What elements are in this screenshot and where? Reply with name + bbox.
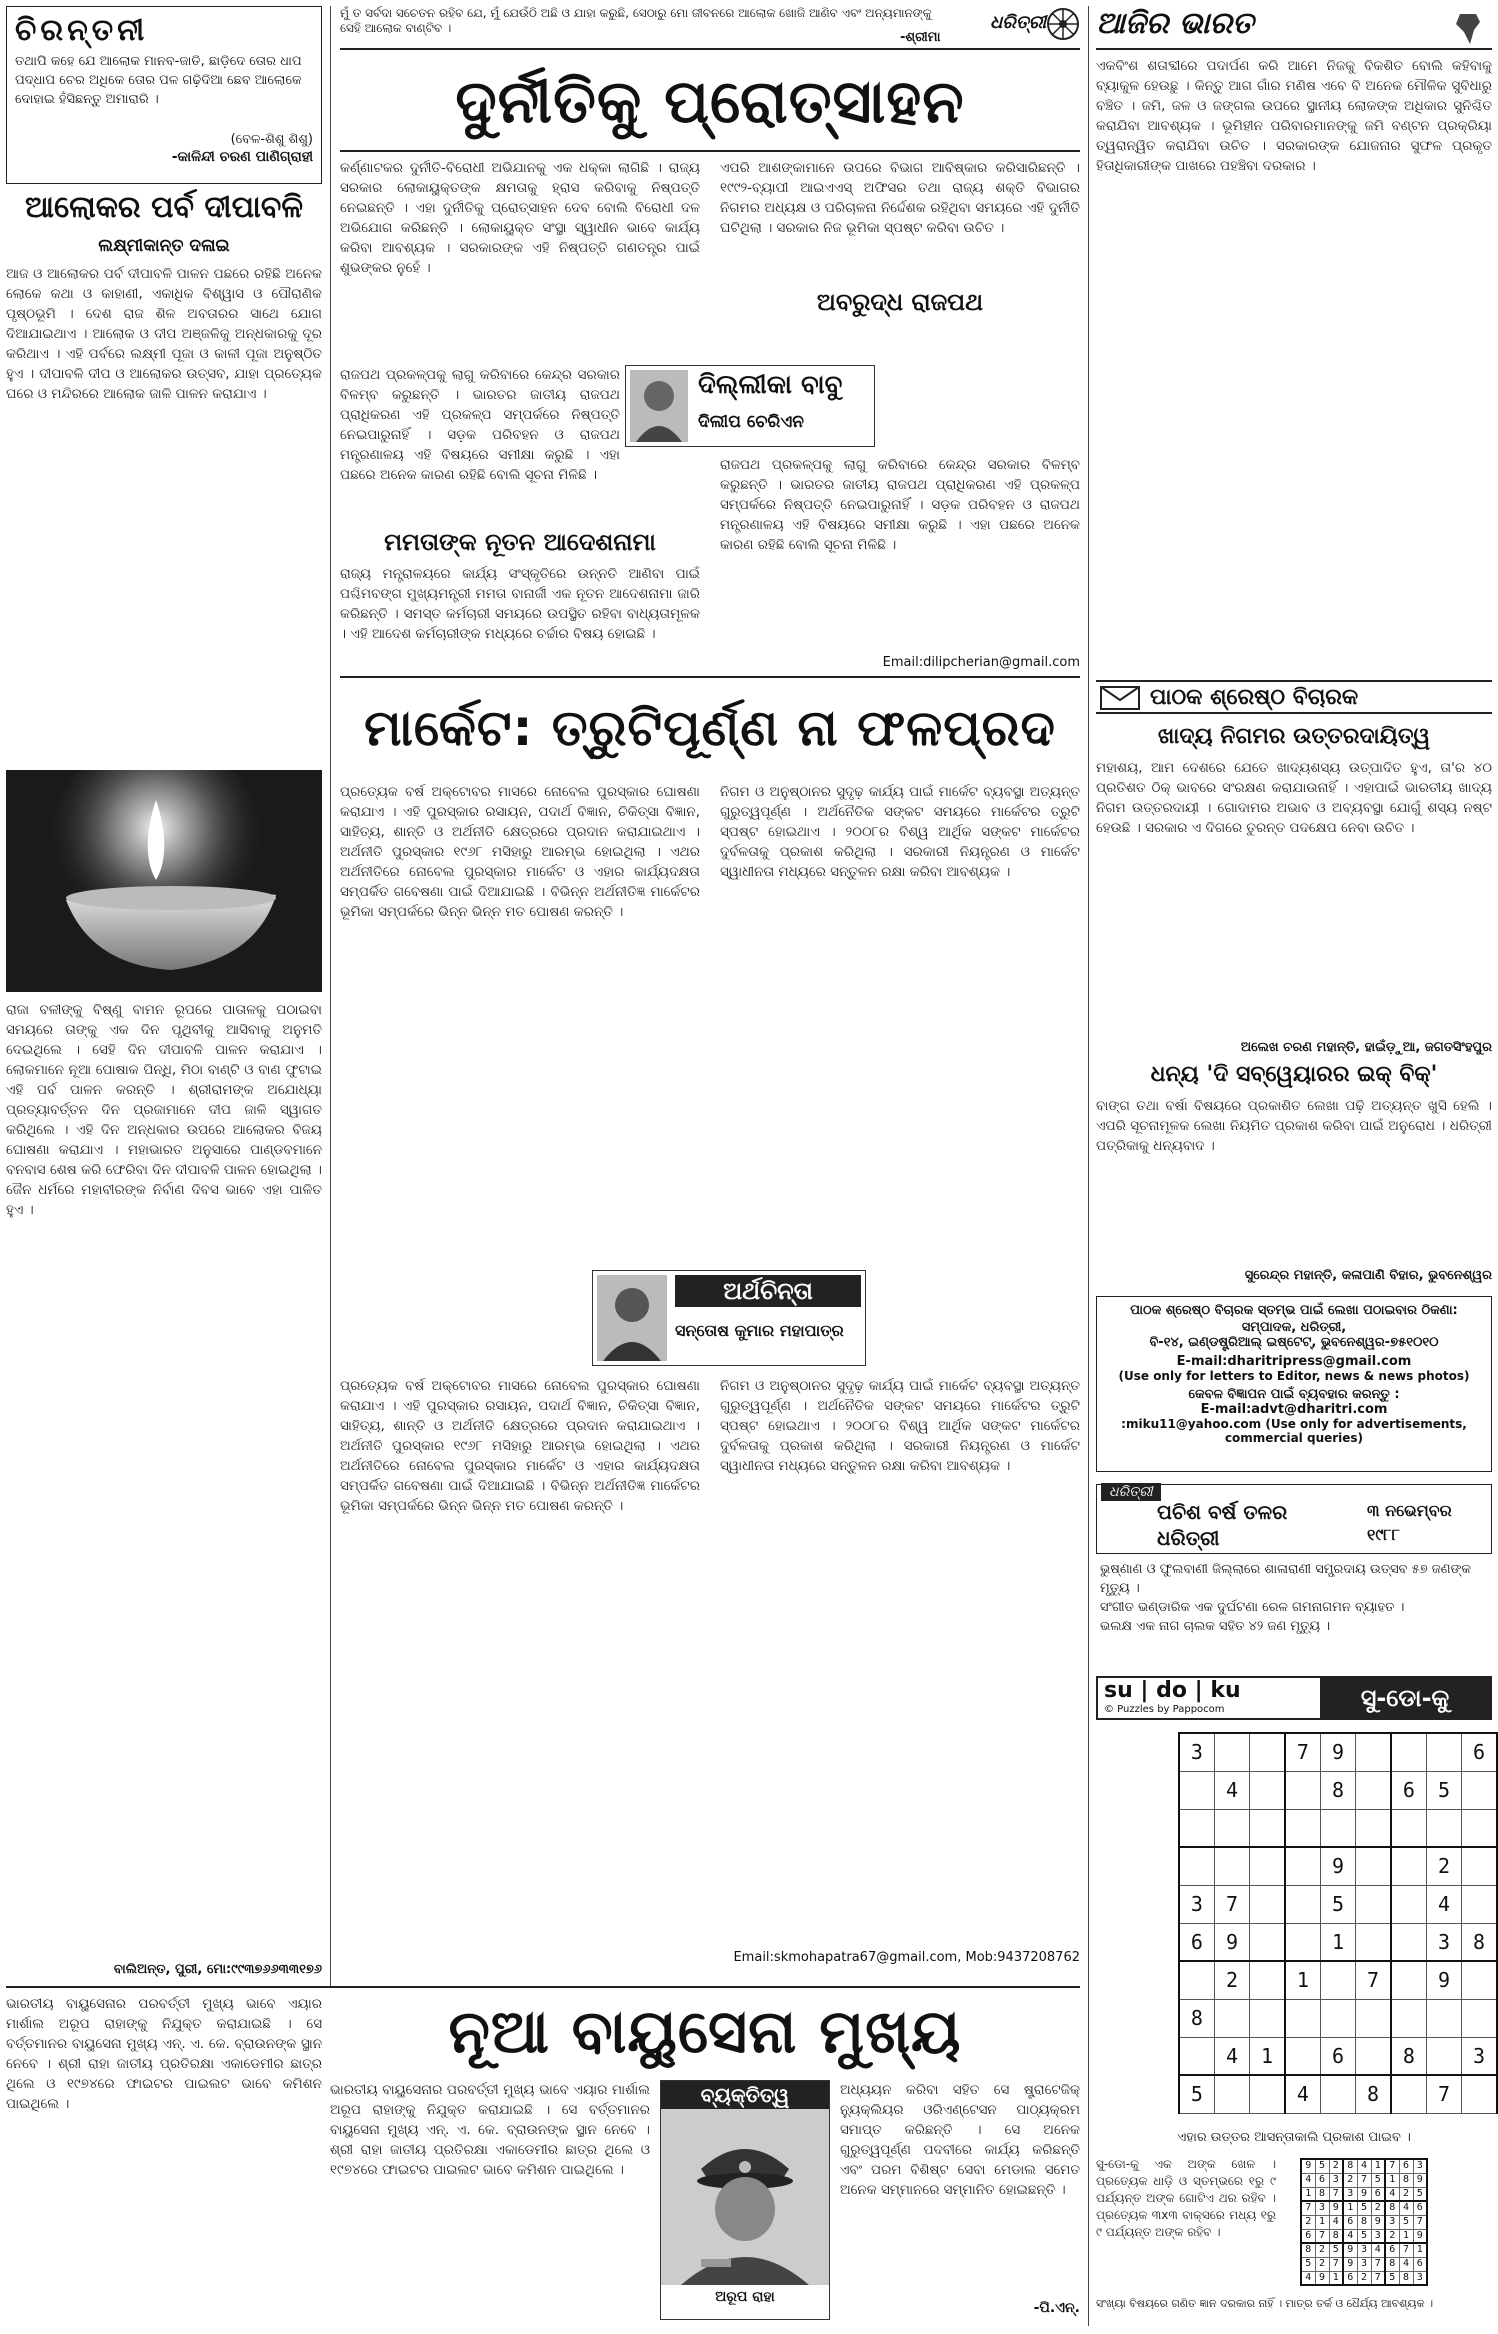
sudoku-cell[interactable]: 6 (1462, 1733, 1497, 1771)
dilli-author: ଦିଲୀପ ଚେରିଏନ (698, 412, 804, 432)
solution-cell: 6 (1315, 2173, 1329, 2187)
sudoku-cell[interactable]: 9 (1214, 1923, 1249, 1961)
dilli-text-3: ରାଜପଥ ପ୍ରକଳ୍ପକୁ ଲାଗୁ କରିବାରେ କେନ୍ଦ୍ର ସରକାର ବିଳମ୍ବ କରୁଛନ୍ତି । ଭାରତର ଜାତୀୟ ରାଜପଥ ପ୍ରାଧିକରଣ ଏହି ପ୍ରକଳ୍ପ ସମ୍ପର୍କରେ ନିଷ୍ପତ୍ତି ନେଇପାରୁନାହିଁ । ସଡ଼କ ପରିବହନ ଓ ରାଜପଥ ମନ୍ତ୍ରଣାଳୟ ଏହି ବିଷୟରେ ସମୀକ୍ଷା କରୁଛି । ଏହା ପଛରେ ଅନେକ କାରଣ ରହିଛି ବୋଲି ସୂଚନା ମିଳିଛି । (720, 457, 1080, 553)
letter2-sign: ସୁରେନ୍ଦ୍ର ମହାନ୍ତି, କଳାପାଣି ବିହାର, ଭୁବନେଶ୍ୱର (1244, 1268, 1492, 1283)
sudoku-cell[interactable] (1462, 1999, 1497, 2037)
grid-row (1301, 2201, 1427, 2215)
past-item: ସଂଗୀତ ଭଣ୍ଡାରିକ ଏକ ଦୁର୍ଘଟଣା ରେଳ ଗମନାଗମନ ବ୍ୟାହତ । (1100, 1600, 1405, 1615)
sudoku-cell[interactable] (1462, 1809, 1497, 1847)
sudoku-cell[interactable] (1179, 1961, 1214, 1999)
sudoku-cell[interactable]: 3 (1179, 1733, 1214, 1771)
officer-photo (661, 2109, 829, 2285)
solution-cell: 5 (1413, 2187, 1427, 2201)
solution-cell: 7 (1413, 2215, 1427, 2229)
dilli-column-title: ଦିଲ୍ଲୀକା ବାବୁ (698, 370, 843, 400)
sudoku-sub: © Puzzles by Pappocom (1104, 1704, 1225, 1715)
solution-cell: 3 (1357, 2257, 1371, 2271)
sudoku-cell[interactable] (1356, 1809, 1391, 1847)
airforce-text-mid: ଭାରତୀୟ ବାୟୁସେନାର ପରବର୍ତ୍ତୀ ମୁଖ୍ୟ ଭାବେ ଏୟାର ମାର୍ଶାଲ ଅରୂପ ରାହାଙ୍କୁ ନିଯୁକ୍ତ କରାଯାଇଛି । ସେ ବର୍ତ୍ତମାନର ବାୟୁସେନା ମୁଖ୍ୟ ଏନ୍. ଏ. କେ. ବ୍ରାଉନଙ୍କ ସ୍ଥାନ ନେବେ । ଶ୍ରୀ ରାହା ଜାତୀୟ ପ୍ରତିରକ୍ଷା ଏକାଡେମୀର ଛାତ୍ର ଥିଲେ ଓ ୧୯୭୪ରେ ଫାଇଟର ପାଇଲଟ ଭାବେ କମିଶନ ପାଇଥିଲେ । (330, 2082, 650, 2178)
festival-text-2: ରାଜା ବଳୀଙ୍କୁ ବିଷ୍ଣୁ ବାମନ ରୂପରେ ପାତାଳକୁ ପଠାଇବା ସମୟରେ ତାଙ୍କୁ ଏକ ଦିନ ପୃଥିବୀକୁ ଆସିବାକୁ ଅନୁମତି ଦେଇଥିଲେ । ସେହି ଦିନ ଦୀପାବଳି ପାଳନ କରାଯାଏ । ଲୋକମାନେ ନୂଆ ପୋଷାକ ପିନ୍ଧି, ମିଠା ବାଣ୍ଟି ଓ ବାଣ ଫୁଟାଇ ଏହି ପର୍ବ ପାଳନ କରନ୍ତି । ଶ୍ରୀରାମଙ୍କ ଅଯୋଧ୍ୟା ପ୍ରତ୍ୟାବର୍ତ୍ତନ ଦିନ ପ୍ରଜାମାନେ ଦୀପ ଜାଳି ସ୍ୱାଗତ କରିଥିଲେ । ଏହି ଦିନ ଅନ୍ଧକାର ଉପରେ ଆଲୋକର ବିଜୟ ଘୋଷଣା କରାଯାଏ । ମହାଭାରତ ଅନୁସାରେ ପାଣ୍ଡବମାନେ ବନବାସ ଶେଷ କରି ଫେରିବା ଦିନ ଦୀପାବଳି ପାଳନ ହୋଇଥିଲା । ଜୈନ ଧର୍ମରେ ମହାବୀରଙ୍କ ନିର୍ବାଣ ଦିବସ ଭାବେ ଏହା ପାଳିତ ହୁଏ । (6, 1002, 322, 1218)
dilli-column-box (625, 365, 875, 447)
festival-title: ଆଲୋକର ପର୍ବ ଦୀପାବଳି (25, 190, 303, 225)
grid-row (1179, 1771, 1497, 1809)
solution-cell: 6 (1301, 2229, 1315, 2243)
sudoku-cell[interactable] (1356, 1885, 1391, 1923)
sudoku-cell[interactable] (1250, 1771, 1285, 1809)
sudoku-cell[interactable] (1285, 1885, 1320, 1923)
solution-cell: 7 (1329, 2187, 1343, 2201)
contact-adv: କେବଳ ବିଜ୍ଞାପନ ପାଇଁ ବ୍ୟବହାର କରନ୍ତୁ : (1188, 1387, 1400, 1402)
market-email: Email:skmohapatra67@gmail.com, Mob:9437208762 (733, 1950, 1080, 1965)
sudoku-cell[interactable] (1391, 2075, 1426, 2113)
sudoku-cell[interactable] (1391, 1733, 1426, 1771)
sudoku-cell[interactable] (1285, 2037, 1320, 2075)
sudoku-cell[interactable] (1462, 1771, 1497, 1809)
sudoku-cell[interactable]: 2 (1214, 1961, 1249, 1999)
chirantani-source: (ବେଳ-ଶିଶୁ ଶିଶୁ) (230, 132, 313, 147)
india-map-icon (1450, 10, 1486, 46)
grid-row (1301, 2215, 1427, 2229)
grid-row (1179, 1923, 1497, 1961)
sudoku-cell[interactable]: 4 (1426, 1885, 1461, 1923)
editorial-text: କର୍ଣ୍ଣାଟକର ଦୁର୍ନୀତି-ବିରୋଧୀ ଅଭିଯାନକୁ ଏକ ଧକ୍କା ଲାଗିଛି । ରାଜ୍ୟ ସରକାର ଲୋକାୟୁକ୍ତଙ୍କ କ୍ଷମତାକୁ ହ୍ରାସ କରିବାକୁ ନିଷ୍ପତ୍ତି ନେଇଛନ୍ତି । ଏହା ଦୁର୍ନୀତିକୁ ପ୍ରୋତ୍ସାହନ ଦେବ ବୋଲି ବିରୋଧୀ ଦଳ ଅଭିଯୋଗ କରିଛନ୍ତି । ଲୋକାୟୁକ୍ତ ସଂସ୍ଥା ସ୍ୱାଧୀନ ଭାବେ କାର୍ଯ୍ୟ କରିବା ଆବଶ୍ୟକ । ସରକାରଙ୍କ ଏହି ନିଷ୍ପତ୍ତି ଗଣତନ୍ତ୍ର ପାଇଁ ଶୁଭଙ୍କର ନୁହେଁ । (340, 160, 700, 276)
ajira-text: ଏକବିଂଶ ଶତାବ୍ଦୀରେ ପଦାର୍ପଣ କରି ଆମେ ନିଜକୁ ବିକଶିତ ବୋଲି କହିବାକୁ ବ୍ୟାକୁଳ ହେଉଛୁ । କିନ୍ତୁ ଆଗ ଗାଁର ମଣିଷ ଏବେ ବି ଅନେକ ମୌଳିକ ସୁବିଧାରୁ ବଞ୍ଚିତ । ଜମି, ଜଳ ଓ ଜଙ୍ଗଲ ଉପରେ ସ୍ଥାନୀୟ ଲୋକଙ୍କ ଅଧିକାର ସୁନିଶ୍ଚିତ କରାଯିବା ଆବଶ୍ୟକ । ଭୂମିହୀନ ପରିବାରମାନଙ୍କୁ ଜମି ବଣ୍ଟନ ପ୍ରକ୍ରିୟା ତ୍ୱରାନ୍ୱିତ କରାଯିବା ଉଚିତ । ସରକାରଙ୍କ ଯୋଜନାର ସୁଫଳ ପ୍ରକୃତ ହିତାଧିକାରୀଙ୍କ ପାଖରେ ପହଞ୍ଚିବା ଦରକାର । (1096, 58, 1492, 174)
festival-author: ଲକ୍ଷ୍ମୀକାନ୍ତ ଦଳାଇ (98, 236, 230, 256)
solution-cell: 4 (1399, 2257, 1413, 2271)
solution-cell: 5 (1357, 2229, 1371, 2243)
past-item: ଭଲକ୍ଷ ଏକ ନାଗ ଚାଲକ ସହିତ ୪୨ ଜଣ ମୃତ୍ୟୁ । (1100, 1619, 1331, 1634)
past-box (1096, 1484, 1492, 1554)
contact-email2: E-mail:advt@dharitri.com (1200, 1402, 1388, 1417)
grid-row (1301, 2159, 1427, 2173)
solution-cell: 7 (1371, 2257, 1385, 2271)
market-rule-top (340, 676, 1080, 678)
sudoku-cell[interactable] (1214, 1809, 1249, 1847)
sudoku-cell[interactable]: 3 (1462, 2037, 1497, 2075)
sudoku-cell[interactable]: 6 (1391, 1771, 1426, 1809)
sudoku-cell[interactable] (1320, 1809, 1355, 1847)
solution-cell: 8 (1301, 2243, 1315, 2257)
editorial-title: ଦୁର୍ନୀତିକୁ ପ୍ରୋତ୍ସାହନ (455, 67, 965, 137)
sudoku-header (1096, 1676, 1492, 1720)
sudoku-cell[interactable] (1356, 1999, 1391, 2037)
airforce-sign: -ପି.ଏନ୍. (1033, 2300, 1080, 2316)
solution-cell: 1 (1329, 2271, 1343, 2285)
sudoku-cell[interactable]: 7 (1214, 1885, 1249, 1923)
solution-cell: 1 (1385, 2173, 1399, 2187)
sudoku-cell[interactable]: 5 (1179, 2075, 1214, 2113)
solution-cell: 9 (1315, 2271, 1329, 2285)
sudoku-cell[interactable]: 6 (1320, 2037, 1355, 2075)
solution-cell: 2 (1357, 2271, 1371, 2285)
solution-cell: 9 (1343, 2257, 1357, 2271)
sudoku-cell[interactable] (1320, 1961, 1355, 1999)
sudoku-cell[interactable] (1250, 1961, 1285, 1999)
sudoku-cell[interactable] (1356, 1771, 1391, 1809)
sudoku-cell[interactable] (1391, 1999, 1426, 2037)
past-title: ପଚିଶ ବର୍ଷ ତଳର ଧରିତ୍ରୀ (1157, 1500, 1288, 1550)
past-item: ଭୁଷ୍ଣାଣ ଓ ଫୁଲବାଣୀ ଜିଲ୍ଲାରେ ଶାଳାରାଣୀ ସମ୍ପ୍ରଦାୟ ଉତ୍ସବ ୫୭ ଜଣଙ୍କ ମୃତ୍ୟୁ । (1100, 1562, 1471, 1596)
market-text-4: ନିଗମ ଓ ଅନୁଷ୍ଠାନର ସୁଦୃଢ଼ କାର୍ଯ୍ୟ ପାଇଁ ମାର୍କେଟ ବ୍ୟବସ୍ଥା ଅତ୍ୟନ୍ତ ଗୁରୁତ୍ୱପୂର୍ଣ୍ଣ । ଅର୍ଥନୈତିକ ସଙ୍କଟ ସମୟରେ ମାର୍କେଟର ତ୍ରୁଟି ସ୍ପଷ୍ଟ ହୋଇଥାଏ । ୨୦୦୮ର ବିଶ୍ୱ ଆର୍ଥିକ ସଙ୍କଟ ମାର୍କେଟର ଦୁର୍ବଳତାକୁ ପ୍ରକାଶ କରିଥିଲା । ସରକାରୀ ନିୟନ୍ତ୍ରଣ ଓ ମାର୍କେଟ ସ୍ୱାଧୀନତା ମଧ୍ୟରେ ସନ୍ତୁଳନ ରକ୍ଷା କରିବା ଆବଶ୍ୟକ । (720, 1378, 1080, 1474)
ajira-title: ଆଜିର ଭାରତ (1096, 6, 1254, 41)
sudoku-cell[interactable] (1285, 1809, 1320, 1847)
sudoku-cell[interactable] (1320, 2075, 1355, 2113)
sudoku-cell[interactable] (1462, 1961, 1497, 1999)
dilli-text: ରାଜପଥ ପ୍ରକଳ୍ପକୁ ଲାଗୁ କରିବାରେ କେନ୍ଦ୍ର ସରକାର ବିଳମ୍ବ କରୁଛନ୍ତି । ଭାରତର ଜାତୀୟ ରାଜପଥ ପ୍ରାଧିକରଣ ଏହି ପ୍ରକଳ୍ପ ସମ୍ପର୍କରେ ନିଷ୍ପତ୍ତି ନେଇପାରୁନାହିଁ । ସଡ଼କ ପରିବହନ ଓ ରାଜପଥ ମନ୍ତ୍ରଣାଳୟ ଏହି ବିଷୟରେ ସମୀକ୍ଷା କରୁଛି । ଏହା ପଛରେ ଅନେକ କାରଣ ରହିଛି ବୋଲି ସୂଚନା ମିଳିଛି । (340, 367, 620, 483)
chirantani-box (6, 6, 322, 184)
airforce-text: ଭାରତୀୟ ବାୟୁସେନାର ପରବର୍ତ୍ତୀ ମୁଖ୍ୟ ଭାବେ ଏୟାର ମାର୍ଶାଲ ଅରୂପ ରାହାଙ୍କୁ ନିଯୁକ୍ତ କରାଯାଇଛି । ସେ ବର୍ତ୍ତମାନର ବାୟୁସେନା ମୁଖ୍ୟ ଏନ୍. ଏ. କେ. ବ୍ରାଉନଙ୍କ ସ୍ଥାନ ନେବେ । ଶ୍ରୀ ରାହା ଜାତୀୟ ପ୍ରତିରକ୍ଷା ଏକାଡେମୀର ଛାତ୍ର ଥିଲେ ଓ ୧୯୭୪ରେ ଫାଇଟର ପାଇଲଟ ଭାବେ କମିଶନ ପାଇଥିଲେ । (6, 1996, 322, 2112)
solution-cell: 4 (1385, 2187, 1399, 2201)
sudoku-cell[interactable] (1356, 1923, 1391, 1961)
sudoku-cell[interactable] (1285, 1771, 1320, 1809)
dilli-email: Email:dilipcherian@gmail.com (882, 655, 1080, 670)
sudoku-cell[interactable]: 8 (1179, 1999, 1214, 2037)
grid-row (1301, 2229, 1427, 2243)
solution-cell: 3 (1357, 2243, 1371, 2257)
sudoku-cell[interactable] (1179, 1847, 1214, 1885)
solution-cell: 7 (1371, 2271, 1385, 2285)
sudoku-cell[interactable] (1391, 1885, 1426, 1923)
sudoku-cell[interactable] (1250, 1999, 1285, 2037)
brand-logo: ଧରିତ୍ରୀ (990, 12, 1047, 33)
sudoku-cell[interactable]: 9 (1426, 1961, 1461, 1999)
sudoku-cell[interactable]: 1 (1320, 1923, 1355, 1961)
market-author: ସନ୍ତୋଷ କୁମାର ମହାପାତ୍ର (675, 1321, 844, 1340)
editorial-rule (340, 150, 1080, 152)
solution-cell: 6 (1343, 2215, 1357, 2229)
sudoku-cell[interactable] (1250, 1923, 1285, 1961)
sudoku-cell[interactable]: 6 (1179, 1923, 1214, 1961)
market-title: ମାର୍କେଟ: ତ୍ରୁଟିପୂର୍ଣ୍ଣ ନା ଫଳପ୍ରଦ (364, 699, 1056, 757)
sudoku-cell[interactable]: 1 (1250, 2037, 1285, 2075)
sudoku-cell[interactable] (1285, 1923, 1320, 1961)
reader-title: ପାଠକ ଶ୍ରେଷ୍ଠ ବିଚାରକ (1150, 685, 1359, 710)
sudoku-cell[interactable] (1426, 1733, 1461, 1771)
grid-row (1301, 2271, 1427, 2285)
airforce-caption: ଅରୂପ ରାହା (715, 2289, 775, 2305)
sudoku-cell[interactable] (1462, 1885, 1497, 1923)
divider-right (1088, 6, 1089, 2326)
solution-cell: 1 (1343, 2201, 1357, 2215)
solution-cell: 3 (1371, 2229, 1385, 2243)
market-column-title: ଅର୍ଥଚିନ୍ତା (675, 1275, 861, 1307)
dilli-text-2: ରାଜ୍ୟ ମନ୍ତ୍ରାଳୟରେ କାର୍ଯ୍ୟ ସଂସ୍କୃତିରେ ଉନ୍ନତି ଆଣିବା ପାଇଁ ପଶ୍ଚିମବଙ୍ଗ ମୁଖ୍ୟମନ୍ତ୍ରୀ ମମତା ବାନାର୍ଜୀ ଏକ ନୂତନ ଆଦେଶନାମା ଜାରି କରିଛନ୍ତି । ସମସ୍ତ କର୍ମଚାରୀ ସମୟରେ ଉପସ୍ଥିତ ରହିବା ବାଧ୍ୟତାମୂଳକ । ଏହି ଆଦେଶ କର୍ମଚାରୀଙ୍କ ମଧ୍ୟରେ ଚର୍ଚ୍ଚାର ବିଷୟ ହୋଇଛି । (340, 566, 700, 642)
sudoku-cell[interactable] (1426, 2037, 1461, 2075)
solution-cell: 4 (1343, 2229, 1357, 2243)
diya-lamp-image (6, 770, 322, 992)
author-photo-dilip (630, 370, 688, 442)
market-text-2: ନିଗମ ଓ ଅନୁଷ୍ଠାନର ସୁଦୃଢ଼ କାର୍ଯ୍ୟ ପାଇଁ ମାର୍କେଟ ବ୍ୟବସ୍ଥା ଅତ୍ୟନ୍ତ ଗୁରୁତ୍ୱପୂର୍ଣ୍ଣ । ଅର୍ଥନୈତିକ ସଙ୍କଟ ସମୟରେ ମାର୍କେଟର ତ୍ରୁଟି ସ୍ପଷ୍ଟ ହୋଇଥାଏ । ୨୦୦୮ର ବିଶ୍ୱ ଆର୍ଥିକ ସଙ୍କଟ ମାର୍କେଟର ଦୁର୍ବଳତାକୁ ପ୍ରକାଶ କରିଥିଲା । ସରକାରୀ ନିୟନ୍ତ୍ରଣ ଓ ମାର୍କେଟ ସ୍ୱାଧୀନତା ମଧ୍ୟରେ ସନ୍ତୁଳନ ରକ୍ଷା କରିବା ଆବଶ୍ୟକ । (720, 784, 1080, 880)
solution-cell: 8 (1343, 2159, 1357, 2173)
sudoku-solution (1300, 2158, 1428, 2286)
festival-footer: ବାଲିଅନ୍ତ, ପୁରୀ, ମୋ:୯୯୩୭୬୬୩୩୧୭୬ (113, 1962, 322, 1977)
airforce-photo-box (660, 2080, 830, 2320)
solution-cell: 3 (1315, 2201, 1329, 2215)
sudoku-cell[interactable] (1285, 1999, 1320, 2037)
solution-cell: 9 (1301, 2159, 1315, 2173)
solution-cell: 2 (1343, 2173, 1357, 2187)
solution-cell: 7 (1385, 2159, 1399, 2173)
solution-cell: 1 (1301, 2187, 1315, 2201)
sudoku-cell[interactable] (1426, 1809, 1461, 1847)
sudoku-cell[interactable] (1250, 1809, 1285, 1847)
market-text-1: ପ୍ରତ୍ୟେକ ବର୍ଷ ଅକ୍ଟୋବର ମାସରେ ନୋବେଲ ପୁରସ୍କାର ଘୋଷଣା କରାଯାଏ । ଏହି ପୁରସ୍କାର ରସାୟନ, ପଦାର୍ଥ ବିଜ୍ଞାନ, ଚିକିତ୍ସା ବିଜ୍ଞାନ, ସାହିତ୍ୟ, ଶାନ୍ତି ଓ ଅର୍ଥନୀତି କ୍ଷେତ୍ରରେ ପ୍ରଦାନ କରାଯାଇଥାଏ । ଅର୍ଥନୀତି ପୁରସ୍କାର ୧୯୬୮ ମସିହାରୁ ଆରମ୍ଭ ହୋଇଥିଲା । ଏଥର ଅର୍ଥନୀତିରେ ନୋବେଲ ପୁରସ୍କାର ମାର୍କେଟ ଓ ଏହାର କାର୍ଯ୍ୟଦକ୍ଷତା ସମ୍ପର୍କିତ ଗବେଷଣା ପାଇଁ ଦିଆଯାଇଛି । ବିଭିନ୍ନ ଅର୍ଥନୀତିଜ୍ଞ ମାର୍କେଟର ଭୂମିକା ସମ୍ପର୍କରେ ଭିନ୍ନ ଭିନ୍ନ ମତ ପୋଷଣ କରନ୍ତି । (340, 784, 700, 920)
grid-row (1301, 2257, 1427, 2271)
envelope-icon (1100, 686, 1140, 714)
past-logo: ଧରିତ୍ରୀ (1101, 1483, 1161, 1501)
solution-cell: 4 (1371, 2243, 1385, 2257)
solution-cell: 2 (1385, 2229, 1399, 2243)
sudoku-cell[interactable] (1179, 2037, 1214, 2075)
sudoku-cell[interactable] (1320, 1999, 1355, 2037)
chirantani-author: -କାଳିନ୍ଦୀ ଚରଣ ପାଣିଗ୍ରାହୀ (171, 149, 313, 165)
chirantani-title: ଚିରନ୍ତନୀ (15, 13, 149, 48)
sudoku-cell[interactable]: 9 (1320, 1847, 1355, 1885)
solution-cell: 6 (1385, 2243, 1399, 2257)
solution-cell: 1 (1413, 2243, 1427, 2257)
sudoku-cell[interactable] (1250, 1847, 1285, 1885)
solution-cell: 4 (1301, 2173, 1315, 2187)
grid-row (1301, 2187, 1427, 2201)
solution-cell: 5 (1399, 2215, 1413, 2229)
sudoku-cell[interactable]: 4 (1214, 1771, 1249, 1809)
editorial-text-2: ଏପରି ଆଶଙ୍କାମାନେ ଉପରେ ବିଭାଗ ଆବିଷ୍କାର କରିସାରିଛନ୍ତି । ୧୯୯୨-ବ୍ୟାପୀ ଆଇଏଏସ୍ ଅଫିସର ତଥା ରାଜ୍ୟ ଶକ୍ତି ବିଭାଗର ନିଗମର ଅଧ୍ୟକ୍ଷ ଓ ପରିଚାଳନା ନିର୍ଦ୍ଦେଶକ ରହିଥିବା ସମୟରେ ଏହି ଦୁର୍ନୀତି ଘଟିଥିଲା । ସରକାର ନିଜ ଭୂମିକା ସ୍ପଷ୍ଟ କରିବା ଉଚିତ । (720, 160, 1080, 236)
quote-text: ମୁଁ ତ ସର୍ବଦା ସଚେତନ ରହିବ ଯେ, ମୁଁ ଯେଉଁଠି ଅଛି ଓ ଯାହା କରୁଛି, ସେଠାରୁ ମୋ ଜୀବନରେ ଆଲୋକ ଖୋଜି ଆଣିବ ଏବଂ ଅନ୍ୟମାନଙ୍କୁ ସେହି ଆଲୋକ ବାଣ୍ଟିବ । (340, 6, 932, 35)
solution-cell: 9 (1371, 2215, 1385, 2229)
solution-cell: 8 (1315, 2187, 1329, 2201)
grid-row (1301, 2243, 1427, 2257)
solution-cell: 9 (1357, 2187, 1371, 2201)
solution-cell: 4 (1301, 2271, 1315, 2285)
contact-note1: (Use only for letters to Editor, news & news photos) (1118, 1369, 1470, 1383)
market-column-box (592, 1270, 866, 1366)
contact-email1: E-mail:dharitripress@gmail.com (1176, 1354, 1412, 1369)
sudoku-cell[interactable]: 5 (1320, 1885, 1355, 1923)
solution-cell: 7 (1315, 2229, 1329, 2243)
sudoku-cell[interactable]: 1 (1285, 1961, 1320, 1999)
solution-cell: 8 (1357, 2215, 1371, 2229)
solution-cell: 6 (1343, 2271, 1357, 2285)
sudoku-cell[interactable] (1179, 1771, 1214, 1809)
solution-cell: 5 (1385, 2271, 1399, 2285)
solution-cell: 6 (1399, 2159, 1413, 2173)
sudoku-cell[interactable] (1179, 1809, 1214, 1847)
solution-cell: 4 (1399, 2201, 1413, 2215)
grid-row (1179, 1999, 1497, 2037)
sudoku-cell[interactable] (1391, 1923, 1426, 1961)
solution-cell: 3 (1385, 2215, 1399, 2229)
solution-cell: 2 (1315, 2243, 1329, 2257)
solution-cell: 4 (1357, 2159, 1371, 2173)
solution-cell: 1 (1315, 2215, 1329, 2229)
solution-cell: 5 (1371, 2173, 1385, 2187)
sudoku-cell[interactable] (1214, 1999, 1249, 2037)
contact-email3: :miku11@yahoo.com (Use only for advertisements, commercial queries) (1121, 1417, 1467, 1445)
ajira-header (1096, 6, 1492, 50)
solution-cell: 5 (1315, 2159, 1329, 2173)
solution-cell: 8 (1385, 2201, 1399, 2215)
sudoku-cell[interactable]: 4 (1214, 2037, 1249, 2075)
sudoku-cell[interactable]: 5 (1426, 1771, 1461, 1809)
solution-cell: 2 (1301, 2215, 1315, 2229)
grid-row (1301, 2173, 1427, 2187)
sudoku-cell[interactable] (1462, 2075, 1497, 2113)
quote-author: -ଶ୍ରୀମା (900, 30, 941, 45)
sudoku-cell[interactable]: 8 (1320, 1771, 1355, 1809)
solution-cell: 2 (1399, 2187, 1413, 2201)
grid-row (1179, 2037, 1497, 2075)
solution-cell: 8 (1329, 2229, 1343, 2243)
solution-cell: 5 (1357, 2201, 1371, 2215)
sudoku-cell[interactable] (1391, 1809, 1426, 1847)
letter1-sign: ଅଲେଖ ଚରଣ ମହାନ୍ତି, ହାଇଁଡ଼ୁଆ, ଜଗତସିଂହପୁର (1240, 1040, 1492, 1055)
solution-cell: 9 (1343, 2243, 1357, 2257)
solution-cell: 3 (1329, 2173, 1343, 2187)
solution-cell: 2 (1371, 2201, 1385, 2215)
letter1-text: ମହାଶୟ, ଆମ ଦେଶରେ ଯେତେ ଖାଦ୍ୟଶସ୍ୟ ଉତ୍ପାଦିତ ହୁଏ, ତା'ର ୪୦ ପ୍ରତିଶତ ଠିକ୍ ଭାବରେ ସଂରକ୍ଷଣ କରାଯାଉନାହିଁ । ଏହାପାଇଁ ଭାରତୀୟ ଖାଦ୍ୟ ନିଗମ ଉତ୍ତରଦାୟୀ । ଗୋଦାମର ଅଭାବ ଓ ଅବ୍ୟବସ୍ଥା ଯୋଗୁଁ ଶସ୍ୟ ନଷ୍ଟ ହେଉଛି । ସରକାର ଏ ଦିଗରେ ତୁରନ୍ତ ପଦକ୍ଷେପ ନେବା ଉଚିତ । (1096, 760, 1492, 836)
solution-cell: 1 (1371, 2159, 1385, 2173)
solution-cell: 8 (1385, 2257, 1399, 2271)
wheel-icon (1045, 6, 1081, 42)
contact-title: ପାଠକ ଶ୍ରେଷ୍ଠ ବିଚାରକ ସ୍ତମ୍ଭ ପାଇଁ ଲେଖା ପଠାଇବାର ଠିକଣା: (1130, 1303, 1458, 1318)
sudoku-grid[interactable] (1178, 1732, 1498, 2114)
sudoku-cell[interactable]: 7 (1426, 2075, 1461, 2113)
sudoku-cell[interactable]: 2 (1426, 1847, 1461, 1885)
airforce-label: ବ୍ୟକ୍ତିତ୍ୱ (661, 2081, 829, 2109)
solution-cell: 6 (1413, 2257, 1427, 2271)
sudoku-howto: ସୁ-ଡୋ-କୁ ଏକ ଅଙ୍କ ଖେଳ । ପ୍ରତ୍ୟେକ ଧାଡ଼ି ଓ ସ୍ତମ୍ଭରେ ୧ରୁ ୯ ପର୍ଯ୍ୟନ୍ତ ଅଙ୍କ ଗୋଟିଏ ଥର ରହିବ । ପ୍ରତ୍ୟେକ ୩x୩ ବାକ୍ସରେ ମଧ୍ୟ ୧ରୁ ୯ ପର୍ଯ୍ୟନ୍ତ ଅଙ୍କ ରହିବ । (1096, 2157, 1276, 2239)
author-photo-santosh (597, 1275, 667, 1361)
solution-cell: 7 (1329, 2257, 1343, 2271)
solution-cell: 3 (1343, 2187, 1357, 2201)
solution-cell: 8 (1399, 2271, 1413, 2285)
sudoku-cell[interactable]: 8 (1462, 1923, 1497, 1961)
sudoku-cell[interactable] (1356, 1847, 1391, 1885)
sudoku-cell[interactable] (1391, 1961, 1426, 1999)
grid-row (1179, 1733, 1497, 1771)
letter2-text: ବାଙ୍ଗ ତଥା ବର୍ଷା ବିଷୟରେ ପ୍ରକାଶିତ ଲେଖା ପଢ଼ି ଅତ୍ୟନ୍ତ ଖୁସି ହେଲି । ଏପରି ସୂଚନାମୂଳକ ଲେଖା ନିୟମିତ ପ୍ରକାଶ କରିବା ପାଇଁ ଅନୁରୋଧ । ଧରିତ୍ରୀ ପତ୍ରିକାକୁ ଧନ୍ୟବାଦ । (1096, 1098, 1492, 1154)
sudoku-cell[interactable] (1250, 2075, 1285, 2113)
sudoku-cell[interactable] (1462, 1847, 1497, 1885)
solution-cell: 1 (1399, 2229, 1413, 2243)
sudoku-cell[interactable]: 8 (1391, 2037, 1426, 2075)
airforce-rule (6, 1986, 1080, 1988)
festival-text-1: ଆଜ ଓ ଆଲୋକର ପର୍ବ ଦୀପାବଳି ପାଳନ ପଛରେ ରହିଛି ଅନେକ ଲୋକେ କଥା ଓ କାହାଣୀ, ଏକାଧିକ ବିଶ୍ୱାସ ଓ ପୌରାଣିକ ପୃଷ୍ଠଭୂମି । ଦେଶ ରାଜ ଶିଳ ଅବତାରର ସାଥେ ଯୋଗ ଦିଆଯାଇଥାଏ । ଆଲୋକ ଓ ଦୀପ ଅଞ୍ଜଳିକୁ ଅନ୍ଧକାରକୁ ଦୂର କରିଥାଏ । ଏହି ପର୍ବରେ ଲକ୍ଷ୍ମୀ ପୂଜା ଓ କାଳୀ ପୂଜା ଅନୁଷ୍ଠିତ ହୁଏ । ଦୀପାବଳି ଦୀପ ଓ ଆଲୋକର ଉତ୍ସବ, ଯାହା ପ୍ରତ୍ୟେକ ଘରେ ଓ ମନ୍ଦିରରେ ଆଲୋକ ଜାଳି ପାଳନ କରାଯାଏ । (6, 266, 322, 402)
sudoku-cell[interactable] (1426, 1999, 1461, 2037)
past-list (1100, 1560, 1490, 1636)
solution-cell: 3 (1413, 2271, 1427, 2285)
solution-cell: 6 (1413, 2201, 1427, 2215)
sudoku-cell[interactable]: 8 (1356, 2075, 1391, 2113)
sudoku-cell[interactable] (1250, 1885, 1285, 1923)
contact-addr2: ବି-୧୪, ଇଣ୍ଡଷ୍ଟ୍ରିଆଲ୍ ଇଷ୍ଟେଟ୍, ଭୁବନେଶ୍ୱର-୭୫୧୦୧୦ (1149, 1335, 1439, 1350)
dilli-sub2: ମମତାଙ୍କ ନୂତନ ଆଦେଶନାମା (384, 528, 656, 556)
solution-cell: 2 (1329, 2159, 1343, 2173)
sudoku-cell[interactable] (1356, 2037, 1391, 2075)
divider-left (330, 6, 331, 1986)
sudoku-note: ଏହାର ଉତ୍ତର ଆସନ୍ତାକାଲି ପ୍ରକାଶ ପାଇବ । (1177, 2130, 1411, 2145)
sudoku-title: ସୁ-ଡୋ-କୁ (1320, 1678, 1490, 1718)
sudoku-cell[interactable] (1250, 1733, 1285, 1771)
solution-cell: 9 (1413, 2229, 1427, 2243)
sudoku-cell[interactable]: 7 (1285, 1733, 1320, 1771)
grid-row (1179, 1961, 1497, 1999)
solution-cell: 2 (1315, 2257, 1329, 2271)
solution-cell: 7 (1301, 2201, 1315, 2215)
airforce-text-2: ଅଧ୍ୟୟନ କରିବା ସହିତ ସେ ଷ୍ଟ୍ରାଟେଜିକ୍ ନ୍ୟୁକ୍ଲିୟର ଓରିଏଣ୍ଟେସନ ପାଠ୍ୟକ୍ରମ ସମାପ୍ତ କରିଛନ୍ତି । ସେ ଅନେକ ଗୁରୁତ୍ୱପୂର୍ଣ୍ଣ ପଦବୀରେ କାର୍ଯ୍ୟ କରିଛନ୍ତି ଏବଂ ପରମ ବିଶିଷ୍ଟ ସେବା ମେଡାଲ ସମେତ ଅନେକ ସମ୍ମାନରେ ସମ୍ମାନିତ ହୋଇଛନ୍ତି । (840, 2082, 1080, 2198)
quote-strip (340, 6, 1080, 50)
letter2-title: ଧନ୍ୟ 'ଦି ସବ୍ୱେୟାରର ଇକ୍ ବିକ୍' (1150, 1062, 1438, 1087)
sudoku-cell[interactable] (1285, 1847, 1320, 1885)
grid-row (1179, 1885, 1497, 1923)
reader-header (1096, 680, 1492, 714)
sudoku-cell[interactable] (1214, 1847, 1249, 1885)
chirantani-text: ତଥାପି କହେ ଯେ ଆଲୋକ ମାନବ-ଜାତି, ଛାଡ଼ିଦେ ତୋର ଧାପ ପଦ୍ଧାପ ଚେର ଅଧିକେ ତୋର ପଳ ଗଢ଼ିଦିଆ ଛେବ ଆଲୋକେ ଦୋହାଇ ହଁସିଛନ୍ତୁ ଅମାରାରି । (15, 54, 302, 107)
airforce-title: ନୂଆ ବାୟୁସେନା ମୁଖ୍ୟ (448, 1997, 962, 2067)
letter1-title: ଖାଦ୍ୟ ନିଗମର ଉତ୍ତରଦାୟିତ୍ୱ (1157, 724, 1431, 749)
sudoku-cell[interactable]: 3 (1179, 1885, 1214, 1923)
sudoku-footer: ସଂଖ୍ୟା ବିଷୟରେ ଗଣିତ ଜ୍ଞାନ ଦରକାର ନାହିଁ । ମାତ୍ର ତର୍କ ଓ ଧୈର୍ଯ୍ୟ ଆବଶ୍ୟକ । (1096, 2297, 1434, 2310)
solution-cell: 3 (1413, 2159, 1427, 2173)
grid-row (1179, 1809, 1497, 1847)
solution-cell: 9 (1413, 2173, 1427, 2187)
solution-cell: 7 (1399, 2243, 1413, 2257)
sudoku-cell[interactable] (1391, 1847, 1426, 1885)
dilli-sub1: ଅବରୁଦ୍ଧ ରାଜପଥ (816, 288, 984, 316)
contact-addr1: ସମ୍ପାଦକ, ଧରିତ୍ରୀ, (1241, 1320, 1347, 1335)
solution-cell: 9 (1329, 2201, 1343, 2215)
past-date: ୩ ନଭେମ୍ବର ୧୯୮୮ (1367, 1501, 1452, 1544)
grid-row (1179, 2075, 1497, 2113)
solution-cell: 4 (1329, 2215, 1343, 2229)
solution-cell: 5 (1329, 2243, 1343, 2257)
sudoku-brand: su | do | ku (1104, 1678, 1241, 1703)
market-text-3: ପ୍ରତ୍ୟେକ ବର୍ଷ ଅକ୍ଟୋବର ମାସରେ ନୋବେଲ ପୁରସ୍କାର ଘୋଷଣା କରାଯାଏ । ଏହି ପୁରସ୍କାର ରସାୟନ, ପଦାର୍ଥ ବିଜ୍ଞାନ, ଚିକିତ୍ସା ବିଜ୍ଞାନ, ସାହିତ୍ୟ, ଶାନ୍ତି ଓ ଅର୍ଥନୀତି କ୍ଷେତ୍ରରେ ପ୍ରଦାନ କରାଯାଇଥାଏ । ଅର୍ଥନୀତି ପୁରସ୍କାର ୧୯୬୮ ମସିହାରୁ ଆରମ୍ଭ ହୋଇଥିଲା । ଏଥର ଅର୍ଥନୀତିରେ ନୋବେଲ ପୁରସ୍କାର ମାର୍କେଟ ଓ ଏହାର କାର୍ଯ୍ୟଦକ୍ଷତା ସମ୍ପର୍କିତ ଗବେଷଣା ପାଇଁ ଦିଆଯାଇଛି । ବିଭିନ୍ନ ଅର୍ଥନୀତିଜ୍ଞ ମାର୍କେଟର ଭୂମିକା ସମ୍ପର୍କରେ ଭିନ୍ନ ଭିନ୍ନ ମତ ପୋଷଣ କରନ୍ତି । (340, 1378, 700, 1514)
contact-box (1096, 1296, 1492, 1472)
sudoku-cell[interactable] (1214, 2075, 1249, 2113)
solution-cell: 7 (1357, 2173, 1371, 2187)
solution-cell: 8 (1399, 2173, 1413, 2187)
sudoku-cell[interactable]: 9 (1320, 1733, 1355, 1771)
sudoku-cell[interactable]: 7 (1356, 1961, 1391, 1999)
grid-row (1179, 1847, 1497, 1885)
sudoku-cell[interactable] (1214, 1733, 1249, 1771)
sudoku-cell[interactable]: 3 (1426, 1923, 1461, 1961)
solution-cell: 5 (1301, 2257, 1315, 2271)
sudoku-cell[interactable] (1356, 1733, 1391, 1771)
solution-cell: 6 (1371, 2187, 1385, 2201)
sudoku-cell[interactable]: 4 (1285, 2075, 1320, 2113)
